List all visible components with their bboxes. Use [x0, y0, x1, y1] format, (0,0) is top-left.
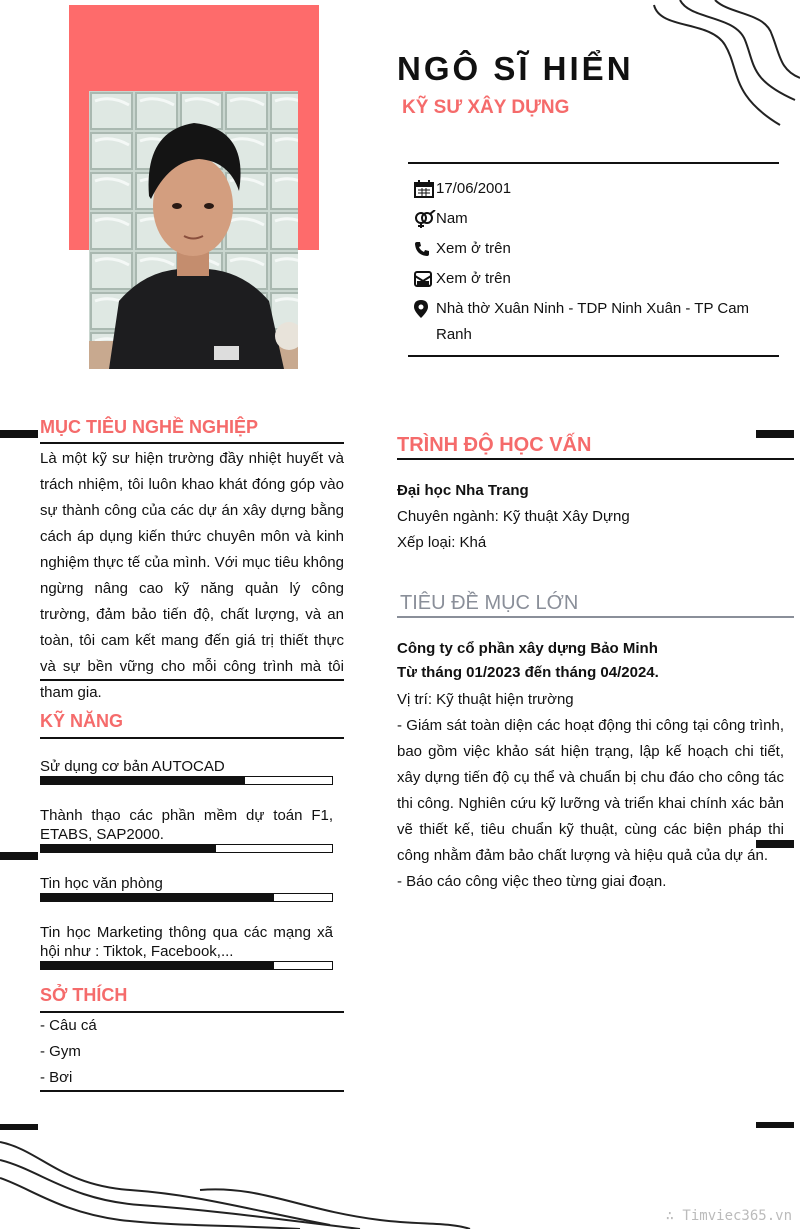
- divider: [40, 1090, 344, 1092]
- phone-icon: [414, 236, 436, 262]
- contact-address: Nhà thờ Xuân Ninh - TDP Ninh Xuân - TP Cam Ranh: [414, 296, 756, 348]
- decorative-dash: [756, 1122, 794, 1128]
- education-major: Chuyên ngành: Kỹ thuật Xây Dựng: [397, 508, 630, 525]
- skill-level-bar: [40, 844, 333, 853]
- education-school: Đại học Nha Trang: [397, 482, 529, 499]
- hobby-item: - Bơi: [40, 1069, 73, 1086]
- gender-icon: [414, 206, 436, 232]
- hobbies-title: SỞ THÍCH: [40, 985, 128, 1005]
- divider: [397, 458, 794, 460]
- skill-label: Tin học Marketing thông qua các mạng xã hội như : Tiktok, Facebook,...: [40, 924, 333, 960]
- skill-label: Thành thạo các phần mềm dự toán F1, ETABS, SAP2000.: [40, 807, 333, 843]
- experience-company: Công ty cổ phần xây dựng Bảo Minh: [397, 640, 658, 657]
- experience-position: Vị trí: Kỹ thuật hiện trường: [397, 691, 574, 708]
- contact-phone: Xem ở trên: [414, 236, 756, 262]
- education-title: TRÌNH ĐỘ HỌC VẤN: [397, 434, 592, 456]
- contact-birthdate: 17/06/2001: [414, 176, 756, 202]
- calendar-icon: [414, 176, 436, 202]
- skill-level-bar: [40, 961, 333, 970]
- education-grade: Xếp loại: Khá: [397, 534, 487, 551]
- objective-title: MỤC TIÊU NGHỀ NGHIỆP: [40, 417, 259, 437]
- profile-photo: [89, 91, 298, 369]
- skill-level-fill: [41, 777, 245, 784]
- skill-level-fill: [41, 845, 216, 852]
- hobby-item: - Câu cá: [40, 1017, 97, 1034]
- divider: [40, 679, 344, 681]
- decorative-dash: [0, 1124, 38, 1130]
- watermark: ∴ Timviec365.vn: [665, 1208, 792, 1224]
- objective-text: Là một kỹ sư hiện trường đầy nhiệt huyết và trách nhiệm, tôi luôn khao khát đóng góp vào sự thành công của các dự án xây dựng bằng cách áp dụng kiến thức chuyên môn và kinh nghiệm thực tế của mình. Với mục tiêu không ngừng nâng cao kỹ năng quản lý công trường, đảm bảo tiến độ, chất lượng, và an toàn, tôi cam kết mang đến giá trị thiết thực và sự bền vững cho mỗi công trình mà tôi tham gia.: [40, 450, 344, 701]
- decorative-waves-bottom: [0, 1130, 480, 1229]
- skill-level-bar: [40, 776, 333, 785]
- experience-report: - Báo cáo công việc theo từng giai đoạn.: [397, 873, 667, 890]
- experience-period: Từ tháng 01/2023 đến tháng 04/2024.: [397, 664, 659, 681]
- contact-gender: Nam: [414, 206, 756, 232]
- decorative-dash: [756, 430, 794, 438]
- experience-description: - Giám sát toàn diện các hoạt động thi công tại công trình, bao gồm việc khảo sát hiện trạng, lập kế hoạch chi tiết, xây dựng tiến độ cụ thể và chuẩn bị chu đáo cho công tác thi công. Nghiên cứu kỹ lưỡng và triển khai chính xác bản vẽ thiết kế, tiêu chuẩn kỹ thuật, cùng các biện pháp thi công nhằm đảm bảo chất lượng và hiệu quả của dự án.: [397, 717, 784, 864]
- contact-info: [408, 162, 779, 357]
- divider: [40, 442, 344, 444]
- location-icon: [414, 296, 436, 322]
- skill-level-bar: [40, 893, 333, 902]
- decorative-waves-top: [640, 0, 800, 130]
- contact-email: Xem ở trên: [414, 266, 756, 292]
- decorative-dash: [0, 852, 38, 860]
- candidate-role: KỸ SƯ XÂY DỰNG: [402, 97, 570, 118]
- email-icon: [414, 266, 436, 292]
- divider: [397, 616, 794, 618]
- skill-level-fill: [41, 894, 274, 901]
- decorative-dash: [0, 430, 38, 438]
- skill-label: Tin học văn phòng: [40, 875, 163, 892]
- hobby-item: - Gym: [40, 1043, 81, 1060]
- skill-level-fill: [41, 962, 274, 969]
- experience-title: TIÊU ĐỀ MỤC LỚN: [400, 592, 579, 614]
- candidate-name: NGÔ SĨ HIỂN: [397, 50, 634, 87]
- skills-title: KỸ NĂNG: [40, 711, 124, 731]
- skill-label: Sử dụng cơ bản AUTOCAD: [40, 758, 225, 775]
- divider: [40, 737, 344, 739]
